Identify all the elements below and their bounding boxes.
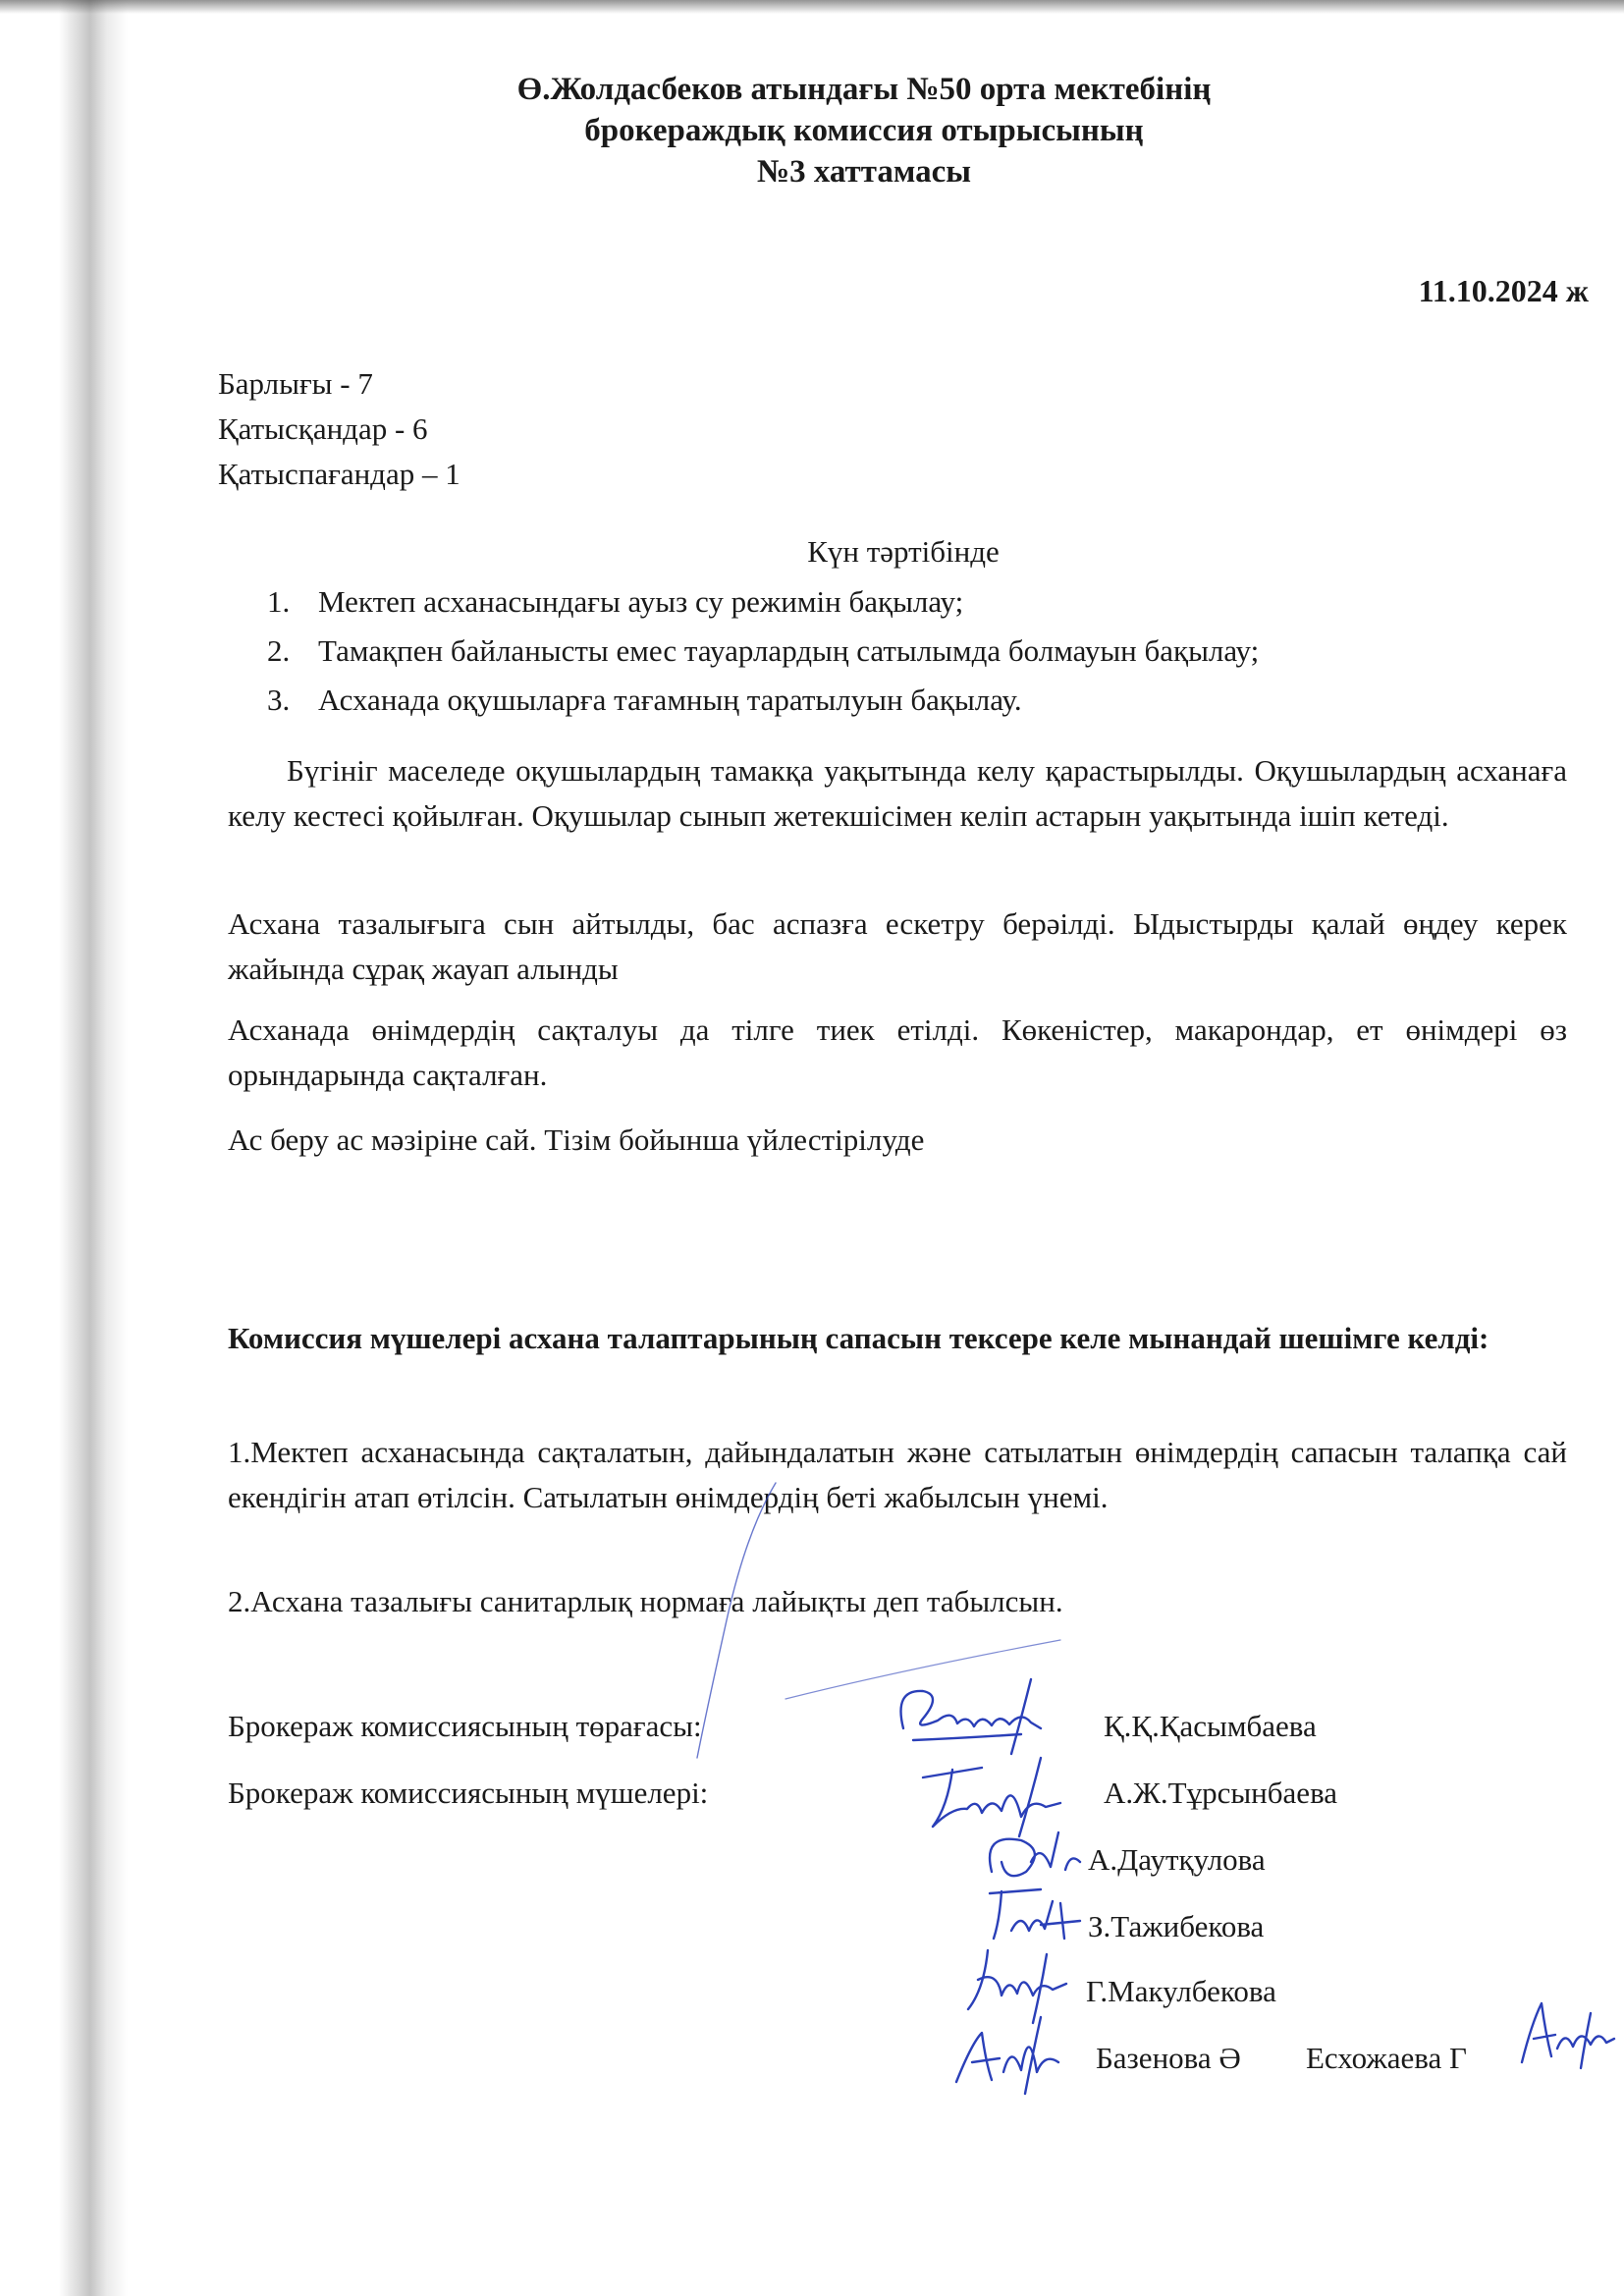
agenda-item-text: Тамақпен байланысты емес тауарлардың сатылымда болмауын бақылау;: [318, 633, 1260, 668]
agenda-item-number: 3.: [267, 683, 291, 717]
body-paragraph-3: Асханада өнімдердің сақталуы да тілге тиек етілді. Көкеністер, макарондар, ет өнімдері өз орындарында сақталған.: [228, 1012, 1567, 1092]
agenda-item-text: Мектеп асханасындағы ауыз су режимін бақылау;: [318, 584, 964, 619]
attendance-block: [218, 361, 460, 497]
chair-name: Қ.Қ.Қасымбаева: [1104, 1709, 1317, 1743]
attendance-absent: Қатыспағандар – 1: [218, 457, 460, 491]
member-name-4: Г.Макулбекова: [1086, 1974, 1276, 2008]
members-signature-row: [0, 1776, 1624, 1825]
attendance-total: Барлығы - 7: [218, 366, 373, 401]
title-line-2: брокераждық комиссия отырысының: [584, 113, 1144, 148]
title-line-1: Ө.Жолдасбеков атындағы №50 орта мектебінің: [516, 72, 1212, 107]
member-row-4: [0, 1974, 1624, 2023]
agenda-item: [267, 627, 1259, 676]
agenda-item-text: Асханада оқушыларға тағамның таратылуын бақылау.: [318, 683, 1022, 717]
agenda-item: [267, 577, 1259, 627]
member-5-signature-icon: [943, 2003, 1080, 2102]
member-row-2: [0, 1842, 1624, 1891]
decision-item-2: 2.Асхана тазалығы санитарлық нормаға лайықты деп табылсын.: [228, 1584, 1063, 1618]
agenda-item-number: 1.: [267, 584, 291, 619]
member-name-2: А.Даутқулова: [1088, 1842, 1266, 1877]
chair-label: Брокераж комиссиясының төрағасы:: [228, 1709, 702, 1743]
member-name-1: А.Ж.Тұрсынбаева: [1104, 1776, 1338, 1810]
body-paragraph-4: Ас беру ас мәзіріне сай. Тізім бойынша үйлестірілуде: [228, 1122, 925, 1157]
scan-shadow-top: [0, 0, 1624, 14]
member-name-6: Есхожаева Г: [1306, 2041, 1467, 2075]
member-row-3: [0, 1909, 1624, 1958]
member-row-5: [0, 2041, 1624, 2090]
title-line-3: №3 хаттамасы: [756, 154, 972, 190]
body-paragraph-1: Бүгініг маселеде оқушылардың тамакқа уақытында келу қарастырылды. Оқушылардың асханаға келу кестесі қойылған. Оқушылар сынып жетекшісімен келіп астарын уақытында ішіп кетеді.: [228, 753, 1567, 833]
agenda-list: [267, 577, 1259, 725]
document-date: 11.10.2024 ж: [1418, 273, 1589, 308]
document-title: [373, 69, 1355, 192]
chair-signature-icon: [884, 1669, 1060, 1758]
body-paragraph-2: Асхана тазалығыга сын айтылды, бас аспазға ескетру берәілді. Ыдыстырды қалай өңдеу керек жайында сұрақ жауап алынды: [228, 906, 1567, 986]
member-name-3: З.Тажибекова: [1088, 1909, 1265, 1943]
decision-heading: Комиссия мүшелері асхана талаптарының сапасын тексере келе мынандай шешімге келді:: [228, 1321, 1489, 1355]
members-label: Брокераж комиссиясының мүшелері:: [228, 1776, 709, 1810]
decision-item-1: 1.Мектеп асханасында сақталатын, дайындалатын және сатылатын өнімдердің сапасын талапқа сай екендігін атап өтілсін. Сатылатын өнімдердің беті жабылсын үнемі.: [228, 1435, 1567, 1514]
agenda-item: [267, 676, 1259, 725]
member-name-5: Базенова Ә: [1096, 2041, 1241, 2075]
member-6-signature-icon: [1512, 1994, 1620, 2072]
chair-signature-row: [0, 1709, 1624, 1758]
agenda-item-number: 2.: [267, 633, 291, 668]
agenda-heading: Күн тәртібінде: [807, 534, 1000, 569]
attendance-present: Қатысқандар - 6: [218, 411, 428, 446]
